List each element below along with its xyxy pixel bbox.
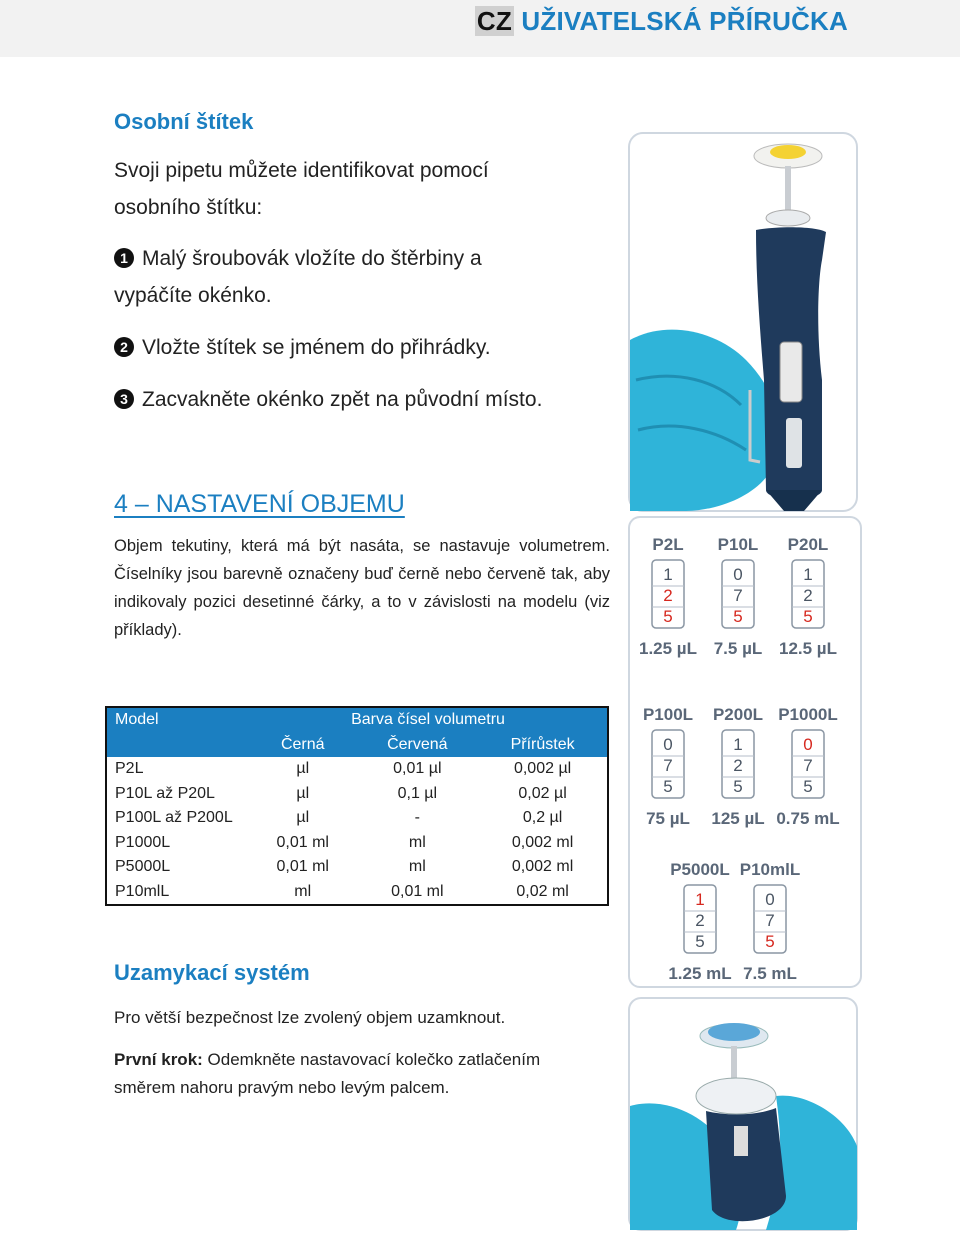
cell-red: -: [414, 809, 420, 827]
dial-p200l: [711, 705, 764, 828]
dial-digit: 7: [803, 756, 813, 775]
dial-volume-label: 0.75 mL: [776, 809, 840, 828]
dial-model-label: P10mlL: [739, 860, 801, 879]
cell-red: 0,01 µl: [393, 760, 442, 778]
cell-model: P10L až P20L: [115, 784, 215, 802]
table-row: [106, 782, 608, 807]
language-code: CZ: [476, 6, 512, 36]
dial-digit: 7: [663, 756, 673, 775]
dial-volume-label: 12.5 µL: [779, 639, 837, 658]
step-2: [114, 329, 584, 366]
cell-increment: 0,2 µl: [522, 809, 563, 827]
cell-black: µl: [296, 809, 310, 827]
col-group: Barva čísel volumetru: [249, 707, 608, 733]
dial-volume-label: 7.5 µL: [713, 639, 763, 658]
first-step-text: Odemkněte nastavovací kolečko zatlačením: [202, 1050, 541, 1069]
step-text: Vložte štítek se jménem do přihrádky.: [142, 336, 491, 359]
cell-model: P10mlL: [115, 882, 170, 900]
dial-digit: 2: [695, 911, 705, 930]
intro-line: osobního štítku:: [114, 196, 263, 219]
dial-digit: 1: [695, 890, 705, 909]
table-subheader-row: [106, 733, 608, 758]
dial-p5000l: [668, 860, 731, 983]
intro-line: Svoji pipetu můžete identifikovat pomocí: [114, 159, 489, 182]
dial-model-label: P5000L: [670, 860, 730, 879]
dial-digit: 5: [733, 607, 743, 626]
dial-model-label: P1000L: [778, 705, 838, 724]
dial-digit: 0: [733, 565, 743, 584]
dial-p10l: [714, 535, 763, 658]
step-1: [114, 240, 584, 314]
dial-examples: [630, 518, 860, 986]
dial-digit: 5: [803, 777, 813, 796]
locking-text: Pro větší bezpečnost lze zvolený objem uzamknout.: [114, 1008, 506, 1027]
cell-red: 0,1 µl: [397, 784, 438, 802]
dial-digit: 5: [663, 607, 673, 626]
dial-p20l: [779, 535, 837, 658]
dial-p1000l: [776, 705, 839, 828]
dial-digit: 5: [765, 932, 775, 951]
volume-section-heading: 4 – NASTAVENÍ OBJEMU: [114, 490, 405, 518]
manual-title: UŽIVATELSKÁ PŘÍRUČKA: [521, 6, 848, 36]
dial-model-label: P2L: [652, 535, 684, 554]
dial-digit: 2: [803, 586, 813, 605]
locking-first-step: [114, 1046, 540, 1102]
first-step-text: směrem nahoru pravým nebo levým palcem.: [114, 1078, 450, 1097]
locking-photo: [626, 996, 860, 1232]
dial-model-label: P100L: [642, 705, 694, 724]
dial-volume-label: 1.25 µL: [639, 639, 697, 658]
cell-model: P5000L: [115, 858, 171, 876]
step-text: Zacvakněte okénko zpět na původní místo.: [142, 388, 543, 411]
dial-volume-label: 75 µL: [646, 809, 690, 828]
locking-heading: Uzamykací systém: [114, 960, 310, 985]
cell-increment: 0,02 ml: [516, 882, 569, 900]
cell-red: ml: [408, 833, 426, 851]
volume-table: [105, 706, 609, 906]
dial-digit: 7: [733, 586, 743, 605]
step-number: 2: [114, 337, 134, 357]
dial-p10mll: [740, 860, 800, 983]
pipette-photo: [626, 130, 860, 514]
cell-increment: 0,02 µl: [518, 784, 567, 802]
table-row: [106, 806, 608, 831]
dial-model-label: P10L: [717, 535, 759, 554]
step-number: 1: [114, 248, 134, 268]
cell-increment: 0,002 ml: [511, 833, 574, 851]
table-row: [106, 880, 608, 906]
dial-p100l: [643, 705, 693, 828]
dial-volume-label: 125 µL: [711, 809, 765, 828]
cell-red: 0,01 ml: [391, 882, 444, 900]
dial-model-label: P200L: [712, 705, 764, 724]
cell-increment: 0,002 µl: [513, 760, 572, 778]
dial-digit: 0: [663, 735, 673, 754]
cell-black: µl: [296, 784, 310, 802]
dial-digit: 7: [765, 911, 775, 930]
cell-black: 0,01 ml: [276, 833, 329, 851]
dial-examples-panel: [628, 516, 862, 988]
cell-black: ml: [294, 882, 312, 900]
personal-label-heading: Osobní štítek: [114, 109, 254, 134]
col-increment: Přírůstek: [478, 733, 608, 758]
table-header-row: [106, 707, 608, 733]
dial-digit: 1: [663, 565, 673, 584]
volume-section-text: Objem tekutiny, která má být nasáta, se nastavuje volumetrem. Číselníky jsou barevně označeny buď černě nebo červeně tak, aby indikovaly pozici desetinné čárky, a to v závislosti na modelu (viz příklady).: [114, 537, 610, 639]
step-text: Malý šroubovák vložíte do štěrbiny a: [142, 247, 482, 270]
step-number: 3: [114, 389, 134, 409]
col-black: Černá: [249, 733, 356, 758]
cell-black: 0,01 ml: [276, 858, 329, 876]
dial-p2l: [639, 535, 697, 658]
table-row: [106, 855, 608, 880]
col-model: Model: [106, 707, 249, 733]
dial-digit: 5: [803, 607, 813, 626]
dial-digit: 2: [733, 756, 743, 775]
dial-digit: 0: [803, 735, 813, 754]
dial-digit: 0: [765, 890, 775, 909]
cell-model: P2L: [115, 760, 144, 778]
dial-digit: 5: [733, 777, 743, 796]
pipette-illustration: [626, 130, 860, 514]
dial-volume-label: 1.25 mL: [668, 964, 732, 983]
cell-red: ml: [408, 858, 426, 876]
col-red: Červená: [356, 733, 478, 758]
personal-label-intro: [114, 152, 489, 226]
table-row: [106, 757, 608, 782]
dial-digit: 5: [663, 777, 673, 796]
table-row: [106, 831, 608, 856]
header-title: [475, 6, 848, 37]
dial-digit: 1: [733, 735, 743, 754]
step-text: vypáčíte okénko.: [114, 284, 272, 307]
cell-model: P1000L: [115, 833, 171, 851]
cell-black: µl: [296, 760, 310, 778]
dial-digit: 1: [803, 565, 813, 584]
first-step-label: První krok:: [114, 1050, 203, 1069]
cell-increment: 0,002 ml: [511, 858, 574, 876]
dial-model-label: P20L: [787, 535, 829, 554]
step-3: [114, 381, 584, 418]
cell-model: P100L až P200L: [115, 809, 233, 827]
dial-digit: 2: [663, 586, 673, 605]
dial-volume-label: 7.5 mL: [743, 964, 797, 983]
dial-digit: 5: [695, 932, 705, 951]
locking-illustration: [626, 996, 860, 1232]
